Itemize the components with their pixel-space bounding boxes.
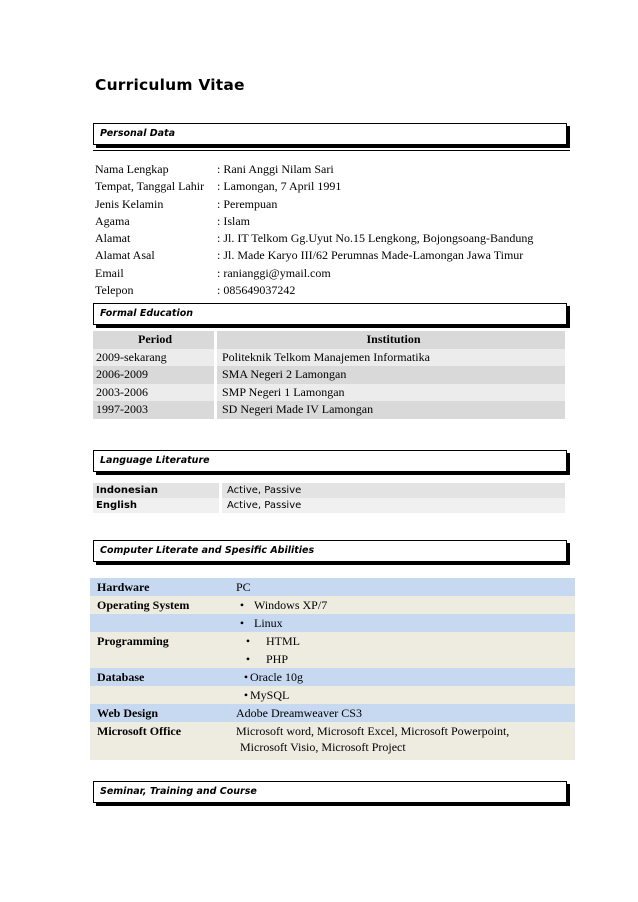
skills-table (90, 578, 575, 760)
table-row (90, 614, 575, 632)
skill-value-line: Microsoft word, Microsoft Excel, Microsoft Powerpoint, (236, 724, 510, 738)
list-item: Windows XP/7 (254, 598, 328, 612)
table-cell: SMA Negeri 2 Lamongan (217, 366, 565, 384)
table-row (93, 384, 565, 402)
bullet-icon: • (245, 634, 251, 648)
table-cell: 2003-2006 (93, 384, 214, 402)
field-value: : 085649037242 (217, 283, 296, 298)
language-level: Active, Passive (222, 483, 565, 498)
language-name: Indonesian (93, 483, 219, 498)
skill-label (90, 686, 230, 704)
field-label: Agama (95, 213, 130, 228)
bullet-icon: • (243, 688, 249, 702)
skill-value (230, 632, 575, 650)
list-item: PHP (266, 652, 289, 666)
field-value: : ranianggi@ymail.com (217, 265, 331, 280)
skill-value (230, 722, 575, 760)
field-value: : Rani Anggi Nilam Sari (217, 162, 334, 176)
table-header (93, 331, 565, 349)
table-row (90, 668, 575, 686)
table-row (90, 596, 575, 614)
field-value: : Jl. Made Karyo III/62 Perumnas Made-Lamongan Jawa Timur (217, 248, 524, 263)
table-row (93, 401, 565, 419)
personal-data-list (95, 161, 533, 299)
table-row (90, 578, 575, 596)
table-row (93, 349, 565, 367)
skill-label (90, 614, 230, 632)
bullet-icon: • (245, 652, 251, 666)
field-label: Nama Lengkap (95, 162, 169, 176)
column-header-period: Period (93, 331, 214, 349)
personal-row (95, 282, 533, 299)
section-header-formal-education (93, 303, 567, 325)
column-header-institution: Institution (217, 331, 565, 349)
personal-row (95, 247, 533, 264)
table-row (93, 366, 565, 384)
skill-label: Hardware (97, 580, 150, 594)
list-item: Oracle 10g (250, 670, 303, 684)
field-label: Email (95, 265, 124, 280)
list-item: HTML (266, 634, 300, 648)
section-title: Formal Education (100, 308, 194, 319)
field-label: Tempat, Tanggal Lahir (95, 179, 205, 194)
language-table (93, 483, 565, 513)
table-row (90, 704, 575, 722)
skill-value (230, 614, 575, 632)
table-cell: 2009-sekarang (93, 349, 214, 367)
skill-value: PC (236, 580, 251, 594)
field-label: Alamat Asal (95, 248, 155, 263)
skill-label: Operating System (97, 598, 190, 612)
table-row (90, 650, 575, 668)
skill-label: Programming (97, 634, 169, 648)
bullet-icon: • (243, 670, 249, 684)
personal-row (95, 265, 533, 282)
skill-value: Adobe Dreamweaver CS3 (236, 706, 362, 720)
field-value: : Islam (217, 213, 250, 228)
section-title: Personal Data (100, 128, 176, 139)
table-row (90, 722, 575, 760)
personal-row (95, 213, 533, 230)
skill-value (230, 686, 575, 704)
education-table (93, 331, 565, 419)
field-value: : Perempuan (217, 196, 278, 211)
section-header-computer-literate (93, 540, 567, 562)
bullet-icon: • (239, 598, 245, 612)
skill-value-line: Microsoft Visio, Microsoft Project (240, 740, 406, 754)
table-cell: 1997-2003 (93, 401, 214, 419)
field-label: Telepon (95, 283, 134, 298)
page-title: Curriculum Vitae (95, 76, 245, 94)
section-header-seminar (93, 781, 567, 803)
skill-value (230, 596, 575, 614)
personal-row (95, 230, 533, 247)
list-item: Linux (254, 616, 283, 630)
table-row (90, 686, 575, 704)
skill-label: Web Design (97, 706, 159, 720)
skill-label: Database (97, 670, 145, 684)
list-item: MySQL (250, 688, 290, 702)
personal-row (95, 178, 533, 195)
section-title: Seminar, Training and Course (100, 786, 257, 797)
section-title: Computer Literate and Spesific Abilities (100, 545, 315, 556)
table-cell: SMP Negeri 1 Lamongan (217, 384, 565, 402)
table-cell: 2006-2009 (93, 366, 214, 384)
skill-label: Microsoft Office (97, 724, 182, 738)
divider (93, 150, 570, 151)
table-row (90, 632, 575, 650)
skill-value (230, 668, 575, 686)
section-header-personal-data (93, 123, 567, 145)
skill-label (90, 650, 230, 668)
section-header-language (93, 450, 567, 472)
table-row (93, 483, 565, 498)
field-value: : Lamongan, 7 April 1991 (217, 179, 342, 194)
section-title: Language Literature (100, 455, 210, 466)
skill-value (230, 650, 575, 668)
personal-row (95, 196, 533, 213)
field-value: : Jl. IT Telkom Gg.Uyut No.15 Lengkong, Bojongsoang-Bandung (217, 231, 534, 246)
table-cell: SD Negeri Made IV Lamongan (217, 401, 565, 419)
field-label: Jenis Kelamin (95, 196, 164, 211)
table-row (93, 498, 565, 513)
table-cell: Politeknik Telkom Manajemen Informatika (217, 349, 565, 367)
bullet-icon: • (239, 616, 245, 630)
language-name: English (93, 498, 219, 513)
field-label: Alamat (95, 231, 131, 246)
language-level: Active, Passive (222, 498, 565, 513)
personal-row (95, 161, 533, 178)
